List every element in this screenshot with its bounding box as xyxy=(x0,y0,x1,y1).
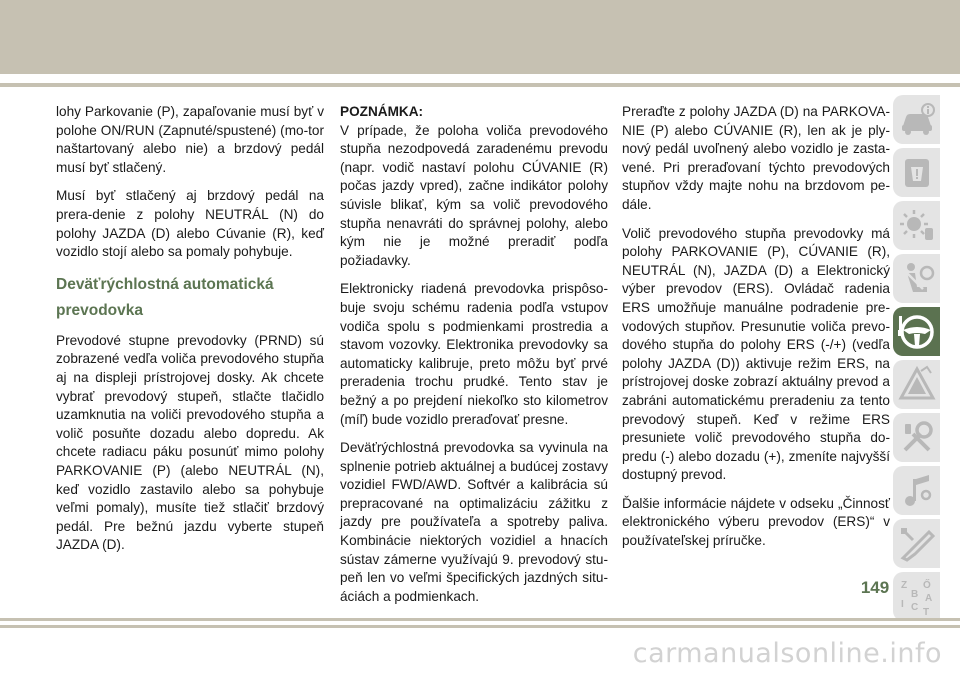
paragraph: Volič prevodového stupňa prevodovky má polohy PARKOVANIE (P), CÚVANIE (R), NEUTRÁL (N), JAZDA (D) a Elektronický výber prevodov (ERS). Ovládač radenia ERS umožňuje manuálne podradenie pre-vodových stupňov. Presunutie voliča prevo-dového stupňa do polohy ERS (-/+) (vedľa polohy JAZDA (D)) aktivuje režim ERS, na prístrojovej doske zobrazí aktuálny prevod a zabráni automatickému preradeniu za tento prevodový stupeň. Keď v režime ERS presuniete volič prevodového stupňa do-predu (-) alebo dozadu (+), zmeníte najvyšší dostupný prevod. xyxy=(622,225,890,483)
tab-index[interactable] xyxy=(893,572,940,621)
header-band xyxy=(0,0,960,74)
index-letter: I xyxy=(901,599,904,610)
note-body: V prípade, že poloha voliča prevodového stupňa nezodpovedá zaradenému prevodu (napr. vodič nastaví polohu CÚVANIE (R) počas jazdy vpred), začne indikátor polohy súvisle blikať, kým sa volič prevodového stupňa nenavráti do správnej polohy, alebo kým nie je možné preradiť podľa požiadavky. xyxy=(340,122,608,268)
index-letters-icon xyxy=(897,577,937,617)
paragraph: Prevodové stupne prevodovky (PRND) sú zobrazené vedľa voliča prevodového stupňa aj na displeji prístrojovej dosky. Ak chcete vybrať prevodový stupeň, stlačte tlačidlo uzamknutia na voliči prevodového stupňa a volič posuňte dozadu alebo dopredu. Ak chcete radiacu páku posunúť mimo polohy PARKOVANIE (P) (alebo NEUTRÁL (N), keď vozidlo zastavilo alebo sa pohybuje veľmi pomaly), musíte tiež stlačiť brzdový pedál. Pre bežnú jazdu vyberte stupeň JAZDA (D). xyxy=(56,332,324,553)
paragraph: Ďalšie informácie nájdete v odseku „Činnosť elektronického výberu prevodov (ERS)“ v používateľskej príručke. xyxy=(622,495,890,549)
seat-safety-icon xyxy=(897,259,937,299)
tab-car-info[interactable] xyxy=(893,95,940,144)
tab-emergency[interactable] xyxy=(893,360,940,409)
paragraph: Musí byť stlačený aj brzdový pedál na prera-denie z polohy NEUTRÁL (N) do polohy JAZDA (D) alebo Cúvanie (R), keď vozidlo stojí alebo sa pomaly pohybuje. xyxy=(56,188,324,260)
index-letter: A xyxy=(925,593,933,604)
tab-maintenance[interactable] xyxy=(893,413,940,462)
footer-rule-secondary xyxy=(0,625,960,628)
text-column-3 xyxy=(622,103,890,561)
technical-specs-icon xyxy=(897,524,937,564)
steering-wheel-icon xyxy=(897,312,937,352)
text-column-1 xyxy=(56,103,324,565)
chapter-tabs xyxy=(893,95,940,625)
tab-warning-lights[interactable] xyxy=(893,148,940,197)
footer-rule xyxy=(0,618,960,621)
index-letter: T xyxy=(923,607,930,617)
tab-seat-safety[interactable] xyxy=(893,254,940,303)
paragraph: Deväťrýchlostná prevodovka sa vyvinula na splnenie potrieb aktuálnej a budúcej zostavy vozidiel FWD/AWD. Softvér a kalibrácia sú prepracované na optimalizáciu zážitku z jazdy pre používateľa a spotreby paliva. Kombinácie niektorých vozidiel a hnacích sústav zámerne využívajú 9. prevodový stu-peň len vo veľmi špecifických jazdných situ-áciách a podmienkach. xyxy=(340,440,608,604)
index-letter: C xyxy=(911,602,919,613)
paragraph: Preraďte z polohy JAZDA (D) na PARKOVA-NIE (P) alebo CÚVANIE (R), len ak je ply-nový pedál uvoľnený alebo vozidlo je zasta-vené. Pri preraďovaní týchto prevodových stupňov vždy majte nohu na brzdovom pe-dále. xyxy=(622,104,890,212)
multimedia-icon xyxy=(897,471,937,511)
tab-starting-driving[interactable] xyxy=(893,307,940,356)
climate-sun-icon xyxy=(897,206,937,246)
text-column-2 xyxy=(340,103,608,616)
paragraph: lohy Parkovanie (P), zapaľovanie musí byť v polohe ON/RUN (Zapnuté/spustené) (mo-tor naštartovaný alebo nie) a brzdový pedál musí byť stlačený. xyxy=(56,104,324,175)
car-info-icon xyxy=(897,100,937,140)
index-letter: Z xyxy=(901,580,908,591)
index-letter: B xyxy=(911,589,919,600)
header-rule xyxy=(0,83,960,87)
tab-technical-specs[interactable] xyxy=(893,519,940,568)
maintenance-tools-icon xyxy=(897,418,937,458)
section-heading: Deväťrýchlostná automatická prevodovka xyxy=(56,275,274,319)
page-number: 149 xyxy=(860,578,890,597)
warning-lights-icon xyxy=(897,153,937,193)
note-title: POZNÁMKA: xyxy=(340,104,424,119)
watermark: carmanualsonline.info xyxy=(632,638,942,669)
paragraph: Elektronicky riadená prevodovka prispôso-buje svoju schému radenia podľa vstupov vodiča spolu s podmienkami prostredia a stavom vozovky. Elektronika prevodovky sa automaticky kalibruje, preto môžu byť prvé preradenia trochu prudké. Tento stav je bežný a po prejdení niekoľko sto kilometrov (míľ) bude vozidlo preraďovať presne. xyxy=(340,281,608,427)
tab-multimedia[interactable] xyxy=(893,466,940,515)
hazard-triangle-icon xyxy=(897,365,937,405)
index-letter: Ő xyxy=(923,580,931,591)
tab-climate[interactable] xyxy=(893,201,940,250)
